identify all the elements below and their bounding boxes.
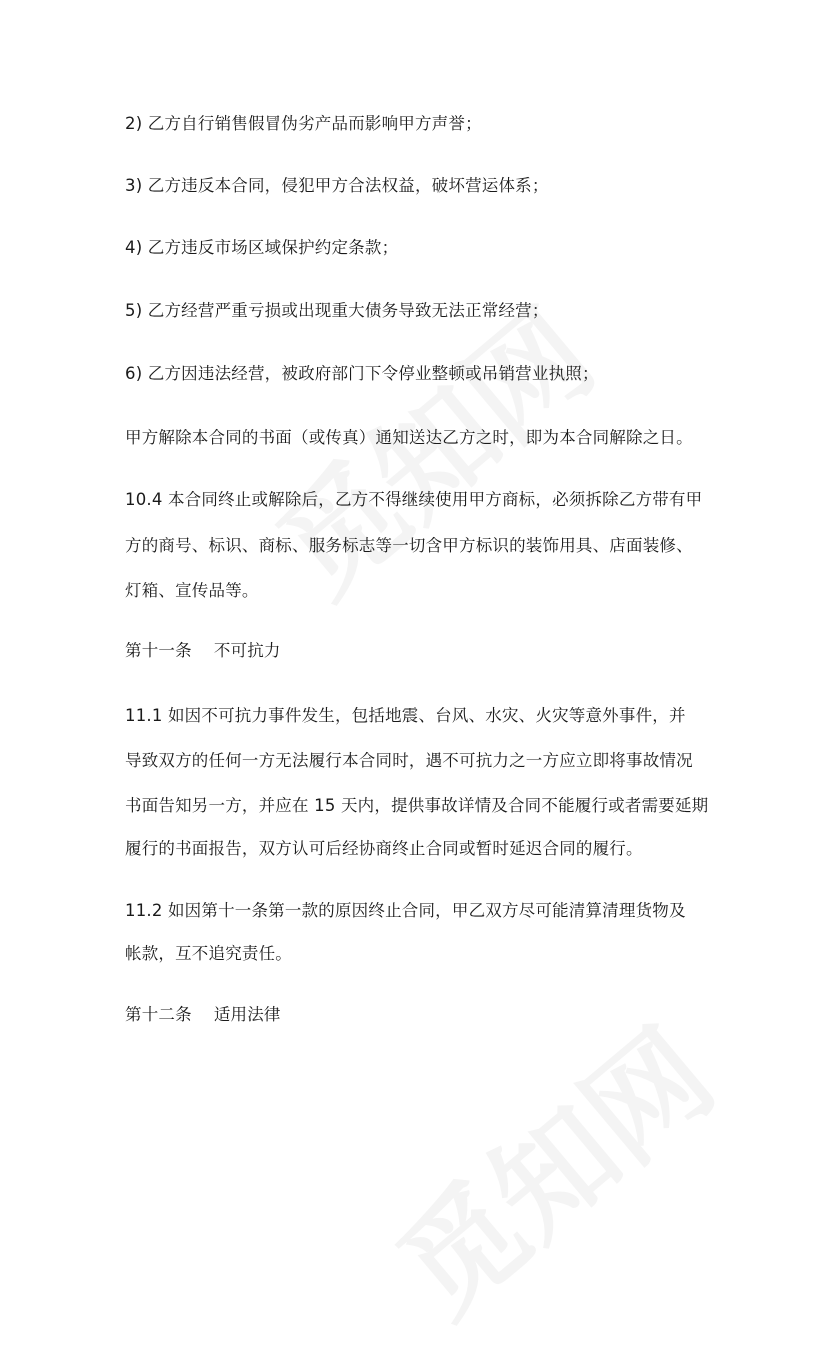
clause-11-1-line: 导致双方的任何一方无法履行本合同时，遇不可抗力之一方应立即将事故情况 — [125, 751, 693, 770]
clause-10-4-line: 10.4 本合同终止或解除后，乙方不得继续使用甲方商标，必须拆除乙方带有甲 — [125, 490, 703, 509]
article-number: 第十二条 — [125, 1005, 192, 1024]
clause-11-1-line: 11.1 如因不可抗力事件发生，包括地震、台风、水灾、火灾等意外事件，并 — [125, 706, 686, 725]
clause-11-1-line: 书面告知另一方，并应在 15 天内，提供事故详情及合同不能履行或者需要延期 — [125, 796, 709, 815]
clause-11-2-line: 11.2 如因第十一条第一款的原因终止合同，甲乙双方尽可能清算清理货物及 — [125, 901, 686, 920]
termination-note: 甲方解除本合同的书面（或传真）通知送达乙方之时，即为本合同解除之日。 — [125, 428, 693, 447]
article-title: 适用法律 — [213, 1005, 281, 1024]
article-12-heading — [125, 1004, 281, 1026]
article-11-heading — [125, 640, 281, 662]
watermark — [357, 984, 743, 1347]
article-number: 第十一条 — [125, 641, 192, 660]
clause-11-2-line: 帐款，互不追究责任。 — [125, 944, 292, 963]
list-item: 6) 乙方因违法经营，被政府部门下令停业整顿或吊销营业执照； — [125, 364, 599, 383]
clause-11-1-line: 履行的书面报告，双方认可后经协商终止合同或暂时延迟合同的履行。 — [125, 839, 643, 858]
clause-10-4-line: 灯箱、宣传品等。 — [125, 581, 259, 600]
clause-10-4-line: 方的商号、标识、商标、服务标志等一切含甲方标识的装饰用具、店面装修、 — [125, 536, 693, 555]
list-item: 2) 乙方自行销售假冒伪劣产品而影响甲方声誉； — [125, 114, 482, 133]
list-item: 3) 乙方违反本合同，侵犯甲方合法权益，破坏营运体系； — [125, 176, 549, 195]
list-item: 4) 乙方违反市场区域保护约定条款； — [125, 238, 399, 257]
article-title: 不可抗力 — [213, 641, 281, 660]
list-item: 5) 乙方经营严重亏损或出现重大债务导致无法正常经营； — [125, 301, 549, 320]
